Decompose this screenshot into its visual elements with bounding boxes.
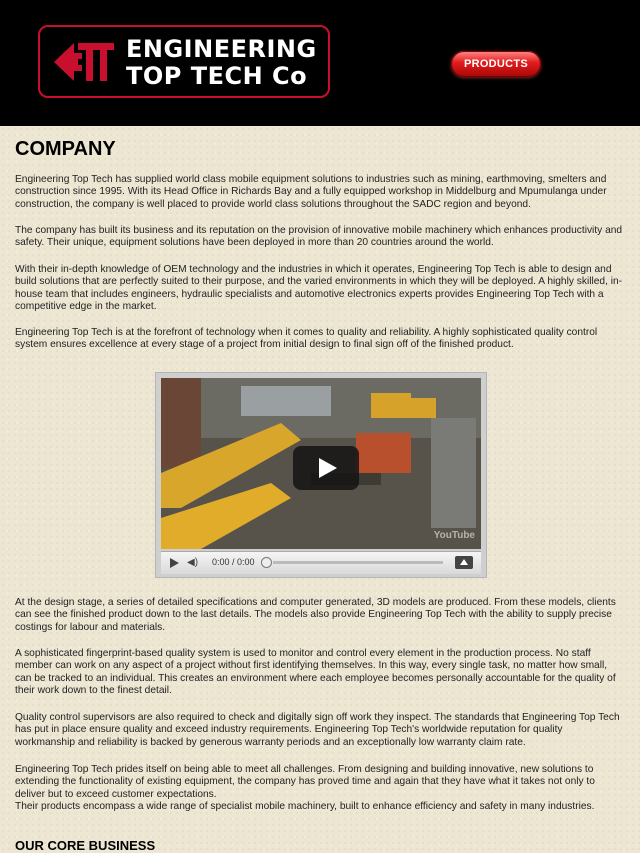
products-button[interactable]: PRODUCTS xyxy=(451,51,541,77)
logo-line-2: TOP TECH Co xyxy=(126,62,308,90)
logo-line-1: ENGINEERING xyxy=(126,35,317,63)
volume-icon[interactable]: ◀) xyxy=(187,557,199,568)
video-thumbnail[interactable] xyxy=(161,378,481,549)
seek-knob[interactable] xyxy=(261,557,272,568)
paragraph-quality: Engineering Top Tech is at the forefront of technology when it comes to quality and reliability. A highly sophisticated quality control system ensures excellence at every stage of a project from initial design to final sign off of the finished product. xyxy=(15,327,598,351)
site-header xyxy=(0,0,640,126)
video-player[interactable] xyxy=(155,372,487,578)
play-icon[interactable] xyxy=(170,558,179,568)
paragraph-oem-knowledge: With their in-depth knowledge of OEM technology and the industries in which it operates, Engineering Top Tech is able to design and build solutions that are perfectly suited to their purpose, and the varied environments in which they will be deployed. A highly skilled, in-house team that includes engineers, hydraulic specialists and automotive electronics experts provides Engineering Top Tech with a competitive edge in the market. xyxy=(15,264,623,312)
fullscreen-icon[interactable] xyxy=(455,556,473,569)
paragraph-challenges: Engineering Top Tech prides itself on being able to meet all challenges. From designing and building innovative, new solutions to extending the functionality of existing equipment, the company has proved time and again that they have what it takes not only to deliver but to exceed customer expectations. xyxy=(15,764,595,800)
video-controls xyxy=(161,551,481,574)
video-time: 0:00 / 0:00 xyxy=(212,557,255,567)
logo-text xyxy=(126,36,317,90)
paragraph-design-stage: At the design stage, a series of detailed specifications and computer generated, 3D models are produced. From these models, clients can see the finished product down to the last details. The models also provide Engineering Top Tech with the ability to supply precise costings for labour and materials. xyxy=(15,597,616,633)
logo-mark-icon xyxy=(52,37,116,87)
page-title: COMPANY xyxy=(15,138,116,160)
paragraph-products: Their products encompass a wide range of specialist mobile machinery, built to enhance efficiency and safety in many industries. xyxy=(15,801,595,812)
paragraph-reputation: The company has built its business and its reputation on the provision of innovative mobile machinery which enhances productivity and safety. Their unique, equipment solutions have been deployed in more than 20 countries around the world. xyxy=(15,225,623,249)
youtube-watermark[interactable]: YouTube xyxy=(433,530,475,541)
paragraph-supervisors: Quality control supervisors are also required to check and digitally sign off work they inspect. The standards that Engineering Top Tech has put in place ensure quality and exceed industry requirements. Engineering Top Tech's worldwide reputation for quality workmanship and reliability is backed by generous warranty periods and an exceptionally low warranty claim rate. xyxy=(15,712,620,748)
seek-bar[interactable] xyxy=(273,561,443,564)
section-title-core-business: OUR CORE BUSINESS xyxy=(15,838,156,853)
company-logo[interactable] xyxy=(38,25,330,98)
paragraph-intro: Engineering Top Tech has supplied world class mobile equipment solutions to industries such as mining, earthmoving, smelters and construction since 1995. With its Head Office in Richards Bay and a fully equipped workshop in Middelburg and Mpumulanga under construction, the company is well placed to provide world class solutions throughout the SADC region and beyond. xyxy=(15,174,607,210)
play-video-button[interactable] xyxy=(293,446,359,490)
paragraph-fingerprint: A sophisticated fingerprint-based quality system is used to monitor and control every element in the production process. No staff member can work on any aspect of a project without first identifying themselves. In this way, every single task, no matter how small, can be tracked to an individual. This creates an environment where each employee becomes personally accountable for the quality of their work down to the finest detail. xyxy=(15,648,616,696)
